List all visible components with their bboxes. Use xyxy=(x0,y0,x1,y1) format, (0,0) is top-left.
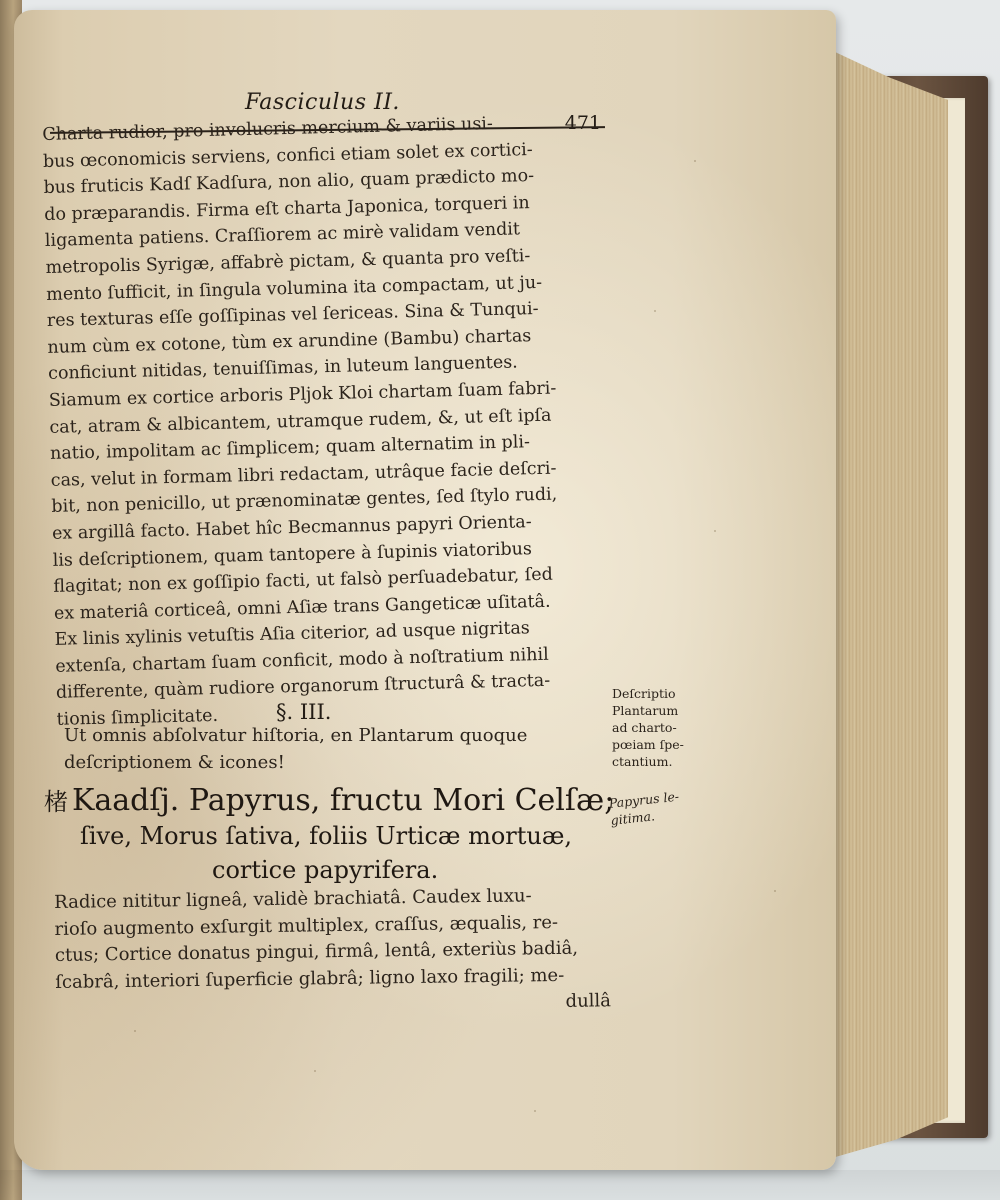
body-line: num cùm ex cotone, tùm ex arundine (Bambu) chartas xyxy=(47,325,532,358)
body-line: extenſa, chartam ſuam conficit, modo à noſtratium nihil xyxy=(55,644,549,677)
body-line: Ex linis xylinis vetuſtis Aſia citerior, ad usque nigritas xyxy=(54,618,531,651)
margin-note-line: pœiam ſpe- xyxy=(612,737,684,752)
body-line: tionis ſimplicitate. xyxy=(56,705,219,730)
margin-note-papyrus xyxy=(608,786,701,829)
body-line: metropolis Syrigæ, affabrè pictam, & quanta pro veſti- xyxy=(45,246,531,278)
margin-note-line: Plantarum xyxy=(612,703,679,718)
section-line: Ut omnis abſolvatur hiſtoria, en Plantarum quoque xyxy=(64,725,528,746)
plant-title-text: Kaadſj. Papyrus, fructu Mori Celſæ; xyxy=(72,783,615,818)
margin-note-line: Deſcriptio xyxy=(612,686,676,701)
plant-description xyxy=(54,882,616,1022)
body-line: cas, velut in formam libri redactam, utrâque facie deſcri- xyxy=(50,458,557,491)
body-line: bit, non penicillo, ut prænominatæ gentes, ſed ſtylo rudi, xyxy=(51,484,558,518)
body-text xyxy=(42,108,627,733)
body-line: ligamenta patiens. Craſſiorem ac mirè validam vendit xyxy=(44,219,521,252)
paper-speck xyxy=(774,890,776,892)
body-line: conficiunt nitidas, tenuiſſimas, in luteum languentes. xyxy=(47,352,518,385)
body-line: cat, atram & albicantem, utramque rudem, &, ut eſt ipſa xyxy=(49,405,552,438)
section-line: deſcriptionem & icones! xyxy=(64,752,285,773)
description-line: Radice nititur ligneâ, validè brachiatâ. Caudex luxu- xyxy=(54,885,532,913)
section-heading: §. III. xyxy=(276,700,332,724)
paper-speck xyxy=(694,160,696,162)
paper-speck xyxy=(314,1070,316,1072)
body-line: res texturas eſſe goſſipinas vel ſericeas. Sina & Tunqui- xyxy=(46,299,539,332)
body-line: differente, quàm rudiore organorum ſtructurâ & tracta- xyxy=(55,671,551,704)
body-line: mento ſufficit, in ſingula volumina ita compactam, ut ju- xyxy=(45,272,543,305)
plant-subtitle-2: cortice papyrifera. xyxy=(212,856,439,884)
body-line: bus œconomicis serviens, confici etiam solet ex cortici- xyxy=(42,139,533,172)
plant-subtitle-1: ſive, Morus ſativa, foliis Urticæ mortuæ, xyxy=(80,822,573,850)
margin-note-description xyxy=(612,685,694,770)
body-line: bus fruticis Kadſ Kadſura, non alio, quam prædicto mo- xyxy=(43,166,535,199)
section-text xyxy=(64,722,609,776)
body-line: natio, impolitam ac ſimplicem; quam alternatim in pli- xyxy=(49,432,531,465)
plant-title xyxy=(44,782,614,818)
paper-speck xyxy=(654,310,656,312)
description-line: ſcabrâ, interiori ſuperficie glabrâ; ligno laxo fragili; me- xyxy=(55,964,565,993)
chinese-character: 楮 xyxy=(44,788,68,816)
body-line: ex argillâ facto. Habet hîc Becmannus papyri Orienta- xyxy=(51,512,532,544)
body-line: ex materiâ corticeâ, omni Aſiæ trans Gangeticæ uſitatâ. xyxy=(53,591,551,624)
paper-speck xyxy=(534,1110,536,1112)
description-line: rioſo augmento exſurgit multiplex, craſſus, æqualis, re- xyxy=(54,911,559,940)
page-block-edge xyxy=(818,44,948,1162)
paper-speck xyxy=(134,1030,136,1032)
margin-note-line: ctantium. xyxy=(612,754,673,769)
paper-speck xyxy=(714,530,716,532)
running-title: Fasciculus II. xyxy=(245,90,400,115)
margin-note-line: ad charto- xyxy=(612,720,677,735)
body-line: Siamum ex cortice arboris Pljok Kloi chartam ſuam fabri- xyxy=(48,378,557,411)
table-shadow xyxy=(0,1170,1000,1200)
margin-note-line: Papyrus le- xyxy=(608,788,680,811)
book-page xyxy=(14,10,836,1170)
description-line: ctus; Cortice donatus pingui, firmâ, lentâ, exteriùs badiâ, xyxy=(54,937,579,966)
body-line: lis deſcriptionem, quam tantopere à ſupinis viatoribus xyxy=(52,538,533,571)
margin-note-line: gitima. xyxy=(609,808,656,828)
body-line: flagitat; non ex goſſipio facti, ut falsò perſuadebatur, ſed xyxy=(53,564,554,597)
page-number: 471 xyxy=(564,112,601,134)
body-line: Charta rudior, pro involucris mercium & variis usi- xyxy=(42,113,494,145)
description-line: dullâ xyxy=(565,990,612,1012)
body-line: do præparandis. Firma eſt charta Japonica, torqueri in xyxy=(44,192,530,225)
